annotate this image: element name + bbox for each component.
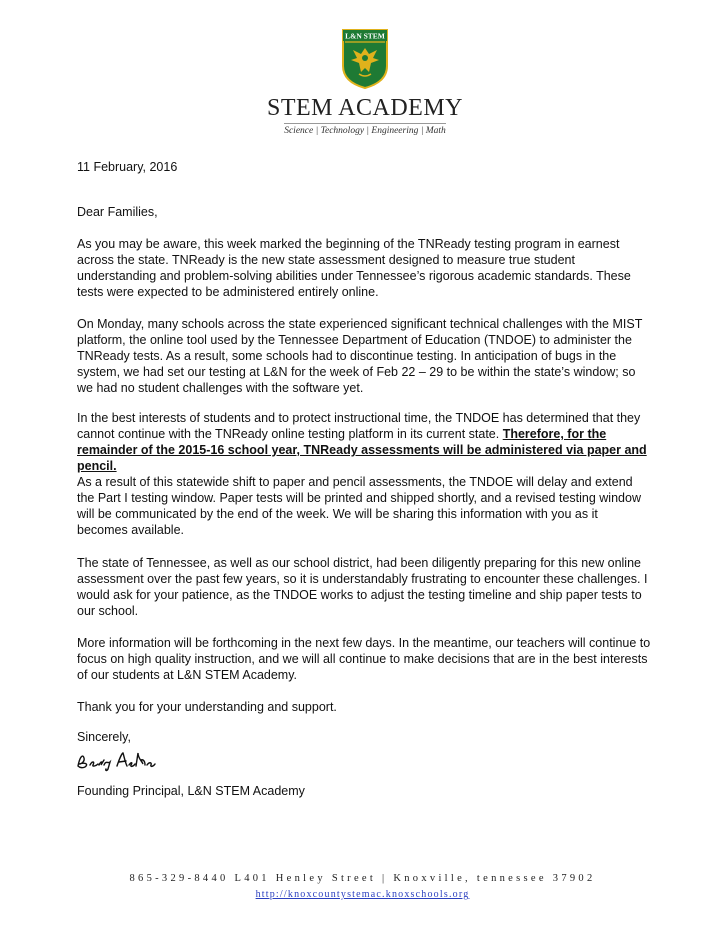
paragraph-4: As a result of this statewide shift to paper and pencil assessments, the TNDOE will delay and extend the Part I testing window. Paper tests will be printed and shipped shortly, and a revised testing window will be communicated by the end of the week. We will be sharing this information with you as it becomes available.	[77, 475, 641, 537]
paragraph-5: The state of Tennessee, as well as our school district, had been diligently preparing for this new online assessment over the past few years, so it is understandably frustrating to encounter these challenges. I would ask for your patience, as the TNDOE works to adjust the testing timeline and ship paper tests to our school.	[77, 556, 648, 618]
salutation: Dear Families,	[77, 205, 158, 219]
paragraph-1: As you may be aware, this week marked the beginning of the TNReady testing program in earnest across the state. TNReady is the new state assessment designed to measure true student understanding and problem-solving abilities under Tennessee’s rigorous academic standards. These tests were expected to be administered entirely online.	[77, 237, 631, 299]
paragraph-7: Thank you for your understanding and support.	[77, 700, 337, 714]
letterhead	[240, 28, 490, 138]
school-name: STEM ACADEMY	[266, 95, 464, 121]
footer-address: 865-329-8440 L401 Henley Street | Knoxville, tennessee 37902	[129, 873, 596, 884]
paragraph-3-text: In the best interests of students and to protect instructional time, the TNDOE has determined that they cannot continue with the TNReady online testing platform in its current state.	[77, 411, 641, 441]
paragraph-6: More information will be forthcoming in the next few days. In the meantime, our teachers will continue to focus on high quality instruction, and we will all continue to make decisions that are in the best interests of our students at L&N STEM Academy.	[77, 636, 651, 682]
letter-date: 11 February, 2016	[77, 160, 178, 174]
paragraph-3	[77, 410, 652, 474]
school-crest-logo	[341, 28, 389, 90]
footer-website-link[interactable]: http://knoxcountystemac.knoxschools.org	[255, 889, 470, 900]
paragraph-3-emphasis: Therefore, for the remainder of the 2015-16 school year, TNReady assessments will be administered via paper and pencil.	[77, 427, 647, 473]
logo-text: L&N STEM	[345, 31, 385, 41]
signature	[75, 750, 165, 772]
school-tagline: Science | Technology | Engineering | Math	[284, 123, 446, 136]
signer-title: Founding Principal, L&N STEM Academy	[77, 784, 305, 798]
closing: Sincerely,	[77, 730, 131, 744]
paragraph-2: On Monday, many schools across the state experienced significant technical challenges with the MIST platform, the online tool used by the Tennessee Department of Education (TNDOE) to administer the TNReady tests. As a result, some schools had to discontinue testing. In anticipation of bugs in the system, we had set our testing at L&N for the week of Feb 22 – 29 to be within the state’s window; so we had no student challenges with the software yet.	[77, 317, 643, 395]
